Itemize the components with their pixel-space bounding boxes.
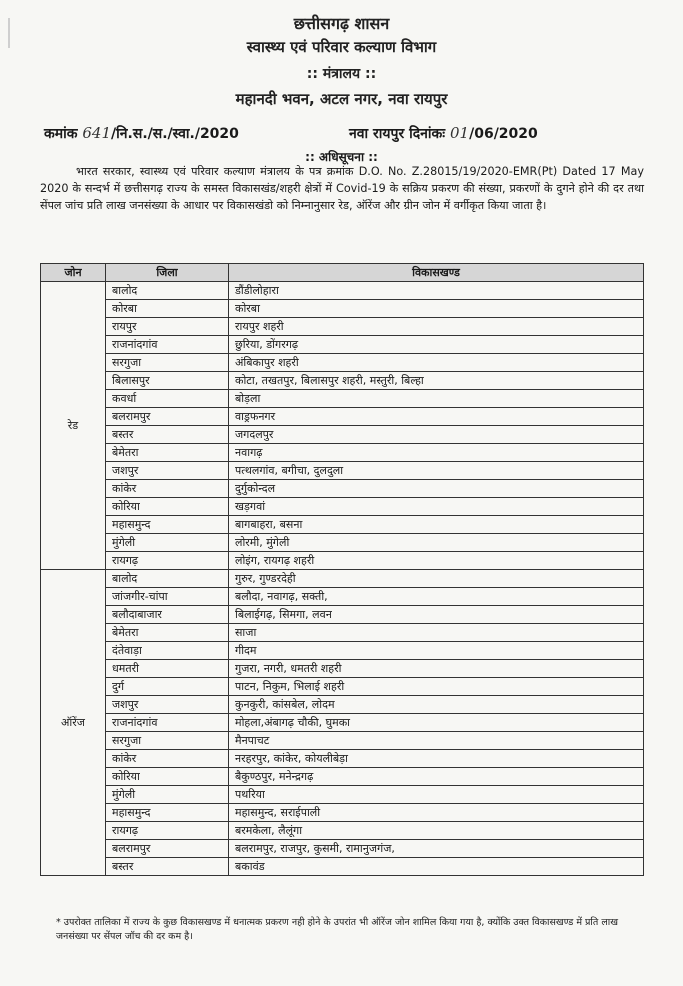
- district-cell: राजनांदगांव: [106, 714, 229, 732]
- district-cell: सरगुजा: [106, 732, 229, 750]
- table-row: [41, 570, 644, 588]
- zone-cell-red: रेड: [41, 282, 106, 570]
- order-number: [44, 124, 239, 143]
- district-cell: महासमुन्द: [106, 804, 229, 822]
- blocks-cell: कोटा, तखतपुर, बिलासपुर शहरी, मस्तुरी, बिल्हा: [229, 372, 644, 390]
- table-row: [41, 858, 644, 876]
- blocks-cell: पाटन, निकुम, भिलाई शहरी: [229, 678, 644, 696]
- table-row: [41, 516, 644, 534]
- table-row: [41, 498, 644, 516]
- district-cell: बस्तर: [106, 858, 229, 876]
- zone-table-body: [41, 282, 644, 876]
- district-cell: दंतेवाड़ा: [106, 642, 229, 660]
- order-date-suffix: /06/2020: [469, 126, 538, 142]
- table-row: [41, 354, 644, 372]
- table-row: [41, 426, 644, 444]
- district-cell: बेमेतरा: [106, 624, 229, 642]
- table-row: [41, 624, 644, 642]
- table-row: [41, 552, 644, 570]
- zone-table: [40, 263, 644, 876]
- district-cell: कोरबा: [106, 300, 229, 318]
- blocks-cell: गुजरा, नगरी, धमतरी शहरी: [229, 660, 644, 678]
- blocks-cell: मोहला,अंबागढ़ चौकी, घुमका: [229, 714, 644, 732]
- table-row: [41, 660, 644, 678]
- blocks-cell: दुर्गुकोन्दल: [229, 480, 644, 498]
- header-blocks: विकासखण्ड: [229, 264, 644, 282]
- blocks-cell: वाड्रफनगर: [229, 408, 644, 426]
- blocks-cell: गुरुर, गुण्डरदेही: [229, 570, 644, 588]
- table-row: [41, 390, 644, 408]
- blocks-cell: कोरबा: [229, 300, 644, 318]
- blocks-cell: खड़गवां: [229, 498, 644, 516]
- order-date-value: 01: [450, 124, 470, 142]
- blocks-cell: बरमकेला, लैलूंगा: [229, 822, 644, 840]
- table-row: [41, 444, 644, 462]
- blocks-cell: गीदम: [229, 642, 644, 660]
- district-cell: बलरामपुर: [106, 840, 229, 858]
- zone-cell-orange: ऑरेंज: [41, 570, 106, 876]
- district-cell: बेमेतरा: [106, 444, 229, 462]
- blocks-cell: लोरमी, मुंगेली: [229, 534, 644, 552]
- table-row: [41, 750, 644, 768]
- blocks-cell: छुरिया, डोंगरगढ़: [229, 336, 644, 354]
- header-address: महानदी भवन, अटल नगर, नवा रायपुर: [235, 90, 448, 108]
- header-ministry: :: मंत्रालय ::: [306, 66, 377, 82]
- blocks-cell: डौंडीलोहारा: [229, 282, 644, 300]
- table-row: [41, 282, 644, 300]
- table-row: [41, 336, 644, 354]
- district-cell: जांजगीर-चांपा: [106, 588, 229, 606]
- table-row: [41, 588, 644, 606]
- header-government: छत्तीसगढ़ शासन: [293, 14, 390, 33]
- blocks-cell: नवागढ़: [229, 444, 644, 462]
- blocks-cell: जगदलपुर: [229, 426, 644, 444]
- table-row: [41, 678, 644, 696]
- blocks-cell: पत्थलगांव, बगीचा, दुलदुला: [229, 462, 644, 480]
- table-header-row: [41, 264, 644, 282]
- district-cell: कोरिया: [106, 498, 229, 516]
- blocks-cell: रायपुर शहरी: [229, 318, 644, 336]
- district-cell: कवर्धा: [106, 390, 229, 408]
- blocks-cell: महासमुन्द, सराईपाली: [229, 804, 644, 822]
- table-row: [41, 642, 644, 660]
- district-cell: मुंगेली: [106, 786, 229, 804]
- blocks-cell: बोड़ला: [229, 390, 644, 408]
- blocks-cell: बागबाहरा, बसना: [229, 516, 644, 534]
- district-cell: कांकेर: [106, 480, 229, 498]
- table-row: [41, 822, 644, 840]
- table-row: [41, 696, 644, 714]
- blocks-cell: साजा: [229, 624, 644, 642]
- table-row: [41, 408, 644, 426]
- district-cell: कोरिया: [106, 768, 229, 786]
- table-row: [41, 804, 644, 822]
- table-row: [41, 372, 644, 390]
- table-row: [41, 480, 644, 498]
- district-cell: राजनांदगांव: [106, 336, 229, 354]
- district-cell: बलरामपुर: [106, 408, 229, 426]
- district-cell: जशपुर: [106, 462, 229, 480]
- district-cell: धमतरी: [106, 660, 229, 678]
- table-row: [41, 300, 644, 318]
- district-cell: बालोद: [106, 282, 229, 300]
- order-number-label: कमांक: [44, 126, 78, 142]
- footnote: * उपरोक्त तालिका में राज्य के कुछ विकासखण्ड में धनात्मक प्रकरण नही होने के उपरांत भी ऑरेंज जोन शामिल किया गया है, क्योंकि उक्त विकासखण्ड में प्रति लाख जनसंख्या पर सेंपल जॉच की दर कम है।: [56, 917, 618, 942]
- district-cell: रायगढ़: [106, 822, 229, 840]
- header-zone: जोन: [41, 264, 106, 282]
- order-date-label: नवा रायपुर दिनांकः: [349, 126, 446, 142]
- district-cell: बालोद: [106, 570, 229, 588]
- blocks-cell: लोइंग, रायगढ़ शहरी: [229, 552, 644, 570]
- order-number-suffix: /नि.स./स./स्वा./2020: [111, 126, 239, 142]
- district-cell: रायगढ़: [106, 552, 229, 570]
- district-cell: बिलासपुर: [106, 372, 229, 390]
- table-row: [41, 840, 644, 858]
- blocks-cell: मैनपाचट: [229, 732, 644, 750]
- district-cell: सरगुजा: [106, 354, 229, 372]
- blocks-cell: बलरामपुर, राजपुर, कुसमी, रामानुजगंज,: [229, 840, 644, 858]
- order-date: [349, 124, 538, 143]
- notification-title: :: अधिसूचना ::: [305, 150, 378, 164]
- blocks-cell: अंबिकापुर शहरी: [229, 354, 644, 372]
- district-cell: मुंगेली: [106, 534, 229, 552]
- blocks-cell: नरहरपुर, कांकेर, कोयलीबेड़ा: [229, 750, 644, 768]
- blocks-cell: बकावंड: [229, 858, 644, 876]
- header-district: जिला: [106, 264, 229, 282]
- district-cell: जशपुर: [106, 696, 229, 714]
- district-cell: कांकेर: [106, 750, 229, 768]
- notification-paragraph: भारत सरकार, स्वास्थ्य एवं परिवार कल्याण मंत्रालय के पत्र क्रमांक D.O. No. Z.28015/19/2020-EMR(Pt) Dated 17 May 2020 के सन्दर्भ में छत्तीसगढ़ राज्य के समस्त विकासखंड/शहरी क्षेत्रों में Covid-19 के सक्रिय प्रकरण की संख्या, प्रकरणों के दुगने होने की दर तथा सेंपल जांच प्रति लाख जनसंख्या के आधार पर विकासखंडो को निम्नानुसार रेड, ऑरेंज और ग्रीन जोन में वर्गीकृत किया जाता है।: [40, 165, 644, 212]
- blocks-cell: बिलाईगढ़, सिमगा, लवन: [229, 606, 644, 624]
- district-cell: रायपुर: [106, 318, 229, 336]
- table-row: [41, 534, 644, 552]
- district-cell: बलौदाबाजार: [106, 606, 229, 624]
- table-row: [41, 714, 644, 732]
- table-row: [41, 786, 644, 804]
- table-row: [41, 768, 644, 786]
- district-cell: बस्तर: [106, 426, 229, 444]
- table-row: [41, 606, 644, 624]
- district-cell: महासमुन्द: [106, 516, 229, 534]
- table-row: [41, 462, 644, 480]
- blocks-cell: पथरिया: [229, 786, 644, 804]
- order-number-value: 641: [82, 124, 112, 142]
- district-cell: दुर्ग: [106, 678, 229, 696]
- header-department: स्वास्थ्य एवं परिवार कल्याण विभाग: [246, 38, 437, 56]
- table-row: [41, 318, 644, 336]
- blocks-cell: बैकुण्ठपुर, मनेन्द्रगढ़: [229, 768, 644, 786]
- table-row: [41, 732, 644, 750]
- blocks-cell: कुनकुरी, कांसबेल, लोदम: [229, 696, 644, 714]
- blocks-cell: बलौदा, नवागढ़, सक्ती,: [229, 588, 644, 606]
